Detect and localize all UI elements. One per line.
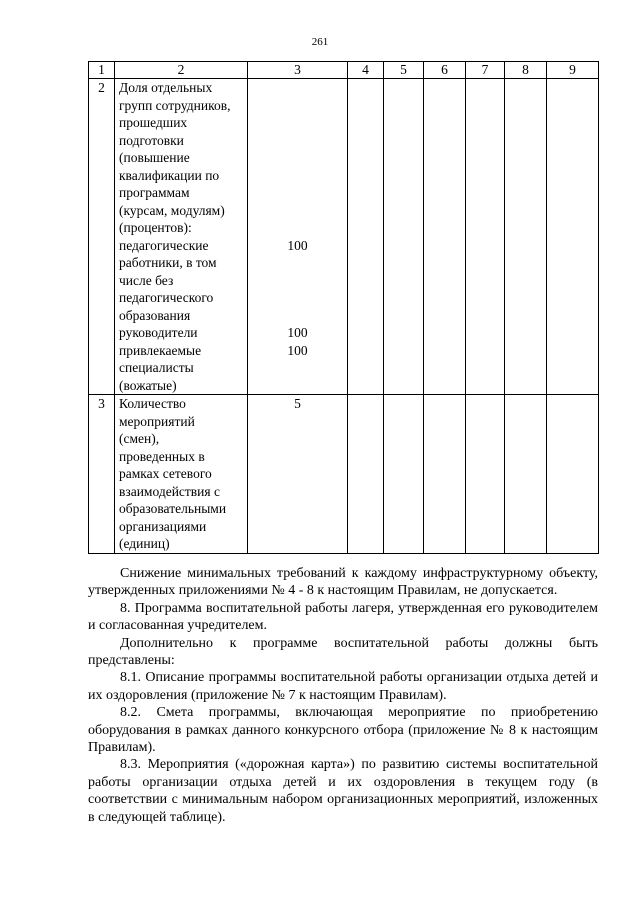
text-line: подготовки <box>119 132 184 148</box>
empty-cell <box>547 395 599 554</box>
text-line: прошедших <box>119 115 188 130</box>
text-line: (процентов): <box>119 220 192 235</box>
text-line: (единиц) <box>119 536 170 551</box>
empty-cell <box>348 79 384 395</box>
row-number: 2 <box>89 79 115 395</box>
empty-cell <box>505 79 547 395</box>
empty-cell <box>547 79 599 395</box>
text-line: (смен), <box>119 431 160 446</box>
indicator-values <box>248 79 348 395</box>
text-line: Количество <box>119 396 186 411</box>
text-line: числе без <box>119 272 174 288</box>
empty-cell <box>424 79 466 395</box>
text-line: образовательными <box>119 501 227 516</box>
header-cell: 9 <box>547 62 599 79</box>
paragraph: 8.3. Мероприятия («дорожная карта») по развитию системы воспитательной работы организации отдыха детей и их оздоровления в текущем году (в соответствии с минимальным набором организационных мероприятий, изложенных в следующей таблице). <box>88 757 598 825</box>
paragraph: Дополнительно к программе воспитательной работы должны быть представлены: <box>88 635 598 669</box>
text-line: (курсам, модулям) <box>119 202 225 218</box>
paragraph: 8.1. Описание программы воспитательной работы организации отдыха детей и их оздоровления (приложение № 7 к настоящим Правилам). <box>88 670 598 703</box>
header-cell: 4 <box>348 62 384 79</box>
body-text <box>88 565 598 826</box>
paragraph: Снижение минимальных требований к каждому инфраструктурному объекту, утвержденных приложениями № 4 - 8 к настоящим Правилам, не допускается. <box>88 566 598 599</box>
header-cell: 3 <box>248 62 348 79</box>
indicator-values <box>248 395 348 554</box>
empty-cell <box>505 395 547 554</box>
text-line: руководители <box>119 325 198 340</box>
header-cell: 7 <box>466 62 505 79</box>
empty-cell <box>466 395 505 554</box>
header-cell: 8 <box>505 62 547 79</box>
text-line: привлекаемые <box>119 342 202 358</box>
table-row <box>89 79 599 395</box>
text-line: работники, в том <box>119 255 217 270</box>
header-cell: 5 <box>384 62 424 79</box>
empty-cell <box>384 79 424 395</box>
text-line: квалификации по <box>119 167 220 183</box>
value-specialists: 100 <box>287 342 308 358</box>
empty-cell <box>348 395 384 554</box>
header-cell: 6 <box>424 62 466 79</box>
header-cell: 1 <box>89 62 115 79</box>
text-line: (повышение <box>119 150 190 165</box>
table-row <box>89 395 599 554</box>
paragraph: 8. Программа воспитательной работы лагеря, утвержденная его руководителем и согласованная учредителем. <box>88 600 598 634</box>
text-line: специалисты <box>119 360 194 375</box>
text-line: педагогического <box>119 290 214 305</box>
indicator-name <box>115 79 248 395</box>
value-pedagogical: 100 <box>287 237 308 253</box>
text-line: программам <box>119 185 190 200</box>
text-line: образования <box>119 307 191 323</box>
value-events: 5 <box>294 396 301 411</box>
value-leaders: 100 <box>287 325 308 340</box>
text-line: рамках сетевого <box>119 466 212 481</box>
text-line: проведенных в <box>119 448 205 464</box>
text-line: взаимодействия с <box>119 483 220 499</box>
empty-cell <box>424 395 466 554</box>
text-line: мероприятий <box>119 413 195 429</box>
text-line: организациями <box>119 518 207 534</box>
indicators-table <box>88 61 599 554</box>
text-line: Доля отдельных <box>119 80 213 95</box>
text-line: групп сотрудников, <box>119 97 231 113</box>
row-number: 3 <box>89 395 115 554</box>
text-line: (вожатые) <box>119 377 177 393</box>
empty-cell <box>466 79 505 395</box>
paragraph: 8.2. Смета программы, включающая мероприятие по приобретению оборудования в рамках данного конкурсного отбора (приложение № 8 к настоящим Правилам). <box>88 705 598 756</box>
text-line: педагогические <box>119 237 209 253</box>
empty-cell <box>384 395 424 554</box>
header-cell: 2 <box>115 62 248 79</box>
indicator-name <box>115 395 248 554</box>
page-number: 261 <box>311 36 329 48</box>
table-header-row <box>89 62 599 79</box>
